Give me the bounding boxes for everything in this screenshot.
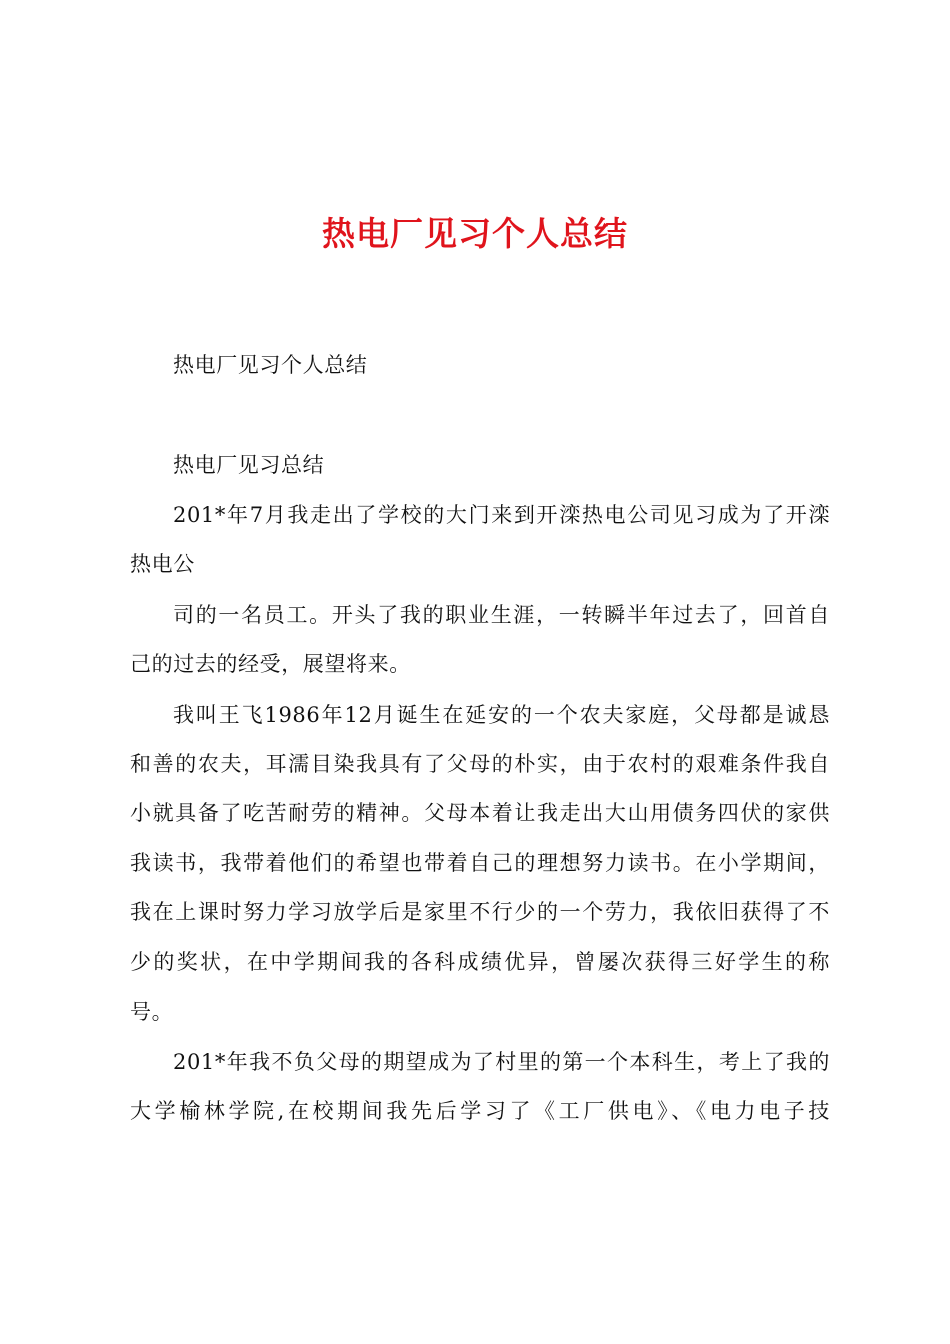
paragraph-3-line-1: 我叫王飞1986年12月诞生在延安的一个农夫家庭，父母都是诚恳: [173, 703, 830, 727]
paragraph-4-line-2: 大学榆林学院,在校期间我先后学习了《工厂供电》、《电力电子技: [130, 1099, 830, 1123]
document-title: 热电厂见习个人总结: [322, 214, 628, 253]
heading-line: 热电厂见习个人总结: [173, 353, 368, 377]
paragraph-2-line-1: 司的一名员工。开头了我的职业生涯，一转瞬半年过去了，回首自: [173, 603, 830, 627]
paragraph-1-line-2: 热电公: [130, 552, 195, 576]
paragraph-3-line-3: 小就具备了吃苦耐劳的精神。父母本着让我走出大山用债务四伏的家供: [130, 801, 830, 825]
paragraph-3-line-5: 我在上课时努力学习放学后是家里不行少的一个劳力，我依旧获得了不: [130, 900, 830, 924]
paragraph-3-line-2: 和善的农夫，耳濡目染我具有了父母的朴实，由于农村的艰难条件我自: [130, 752, 830, 776]
paragraph-2-line-2: 己的过去的经受，展望将来。: [130, 652, 411, 676]
paragraph-4-line-1: 201*年我不负父母的期望成为了村里的第一个本科生，考上了我的: [173, 1050, 830, 1074]
paragraph-3-line-7: 号。: [130, 1000, 174, 1024]
subheading: 热电厂见习总结: [173, 453, 325, 477]
paragraph-1-line-1: 201*年7月我走出了学校的大门来到开滦热电公司见习成为了开滦: [173, 503, 830, 527]
paragraph-3-line-6: 少的奖状，在中学期间我的各科成绩优异，曾屡次获得三好学生的称: [130, 950, 830, 974]
paragraph-3-line-4: 我读书，我带着他们的希望也带着自己的理想努力读书。在小学期间，: [130, 851, 830, 875]
